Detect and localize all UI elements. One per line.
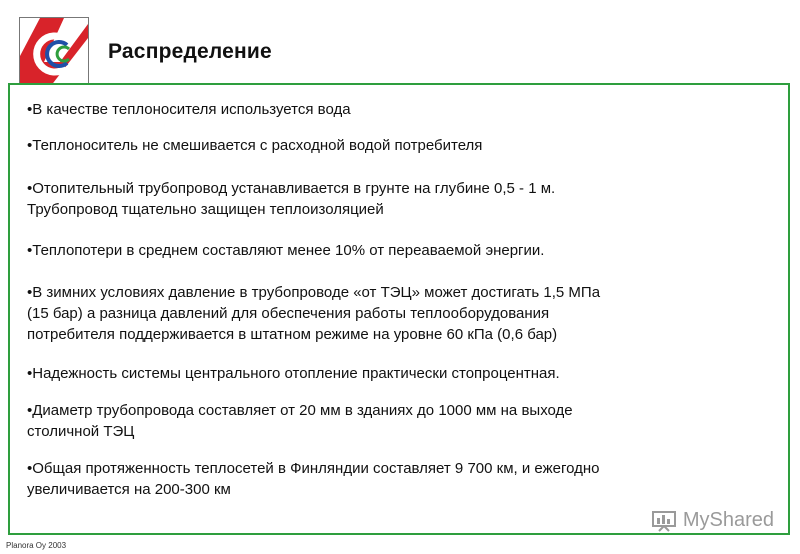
presentation-icon — [651, 510, 677, 532]
bullet-item: •Отопительный трубопровод устанавливается в грунте на глубине 0,5 - 1 м. Трубопровод тщательно защищен теплоизоляцией — [27, 180, 556, 218]
watermark-text: MyShared — [682, 509, 774, 531]
bullet-item: •Теплоноситель не смешивается с расходной водой потребителя — [27, 137, 483, 154]
page-title: Распределение — [108, 40, 272, 63]
logo-icon — [20, 18, 88, 87]
bullet-item: •Диаметр трубопровода составляет от 20 мм в зданиях до 1000 мм на выходе столичной ТЭЦ — [27, 402, 573, 440]
watermark — [651, 509, 774, 532]
company-logo — [19, 17, 89, 88]
bullet-item: •Общая протяженность теплосетей в Финляндии составляет 9 700 км, и ежегодно увеличивается на 200-300 км — [27, 460, 600, 498]
footer-copyright: Planora Oy 2003 — [6, 541, 67, 550]
content-panel — [8, 83, 790, 535]
bullet-item: •В качестве теплоносителя используется вода — [27, 101, 351, 118]
bullet-item: •В зимних условиях давление в трубопроводе «от ТЭЦ» может достигать 1,5 МПа (15 бар) а разница давлений для обеспечения работы теплооборудования потребителя поддерживается в штатном режиме на уровне 60 кПа (0,6 бар) — [27, 284, 601, 343]
bullet-item: •Теплопотери в среднем составляют менее 10% от переаваемой энергии. — [27, 242, 545, 259]
bullet-item: •Надежность системы центрального отопление практически стопроцентная. — [27, 365, 560, 382]
